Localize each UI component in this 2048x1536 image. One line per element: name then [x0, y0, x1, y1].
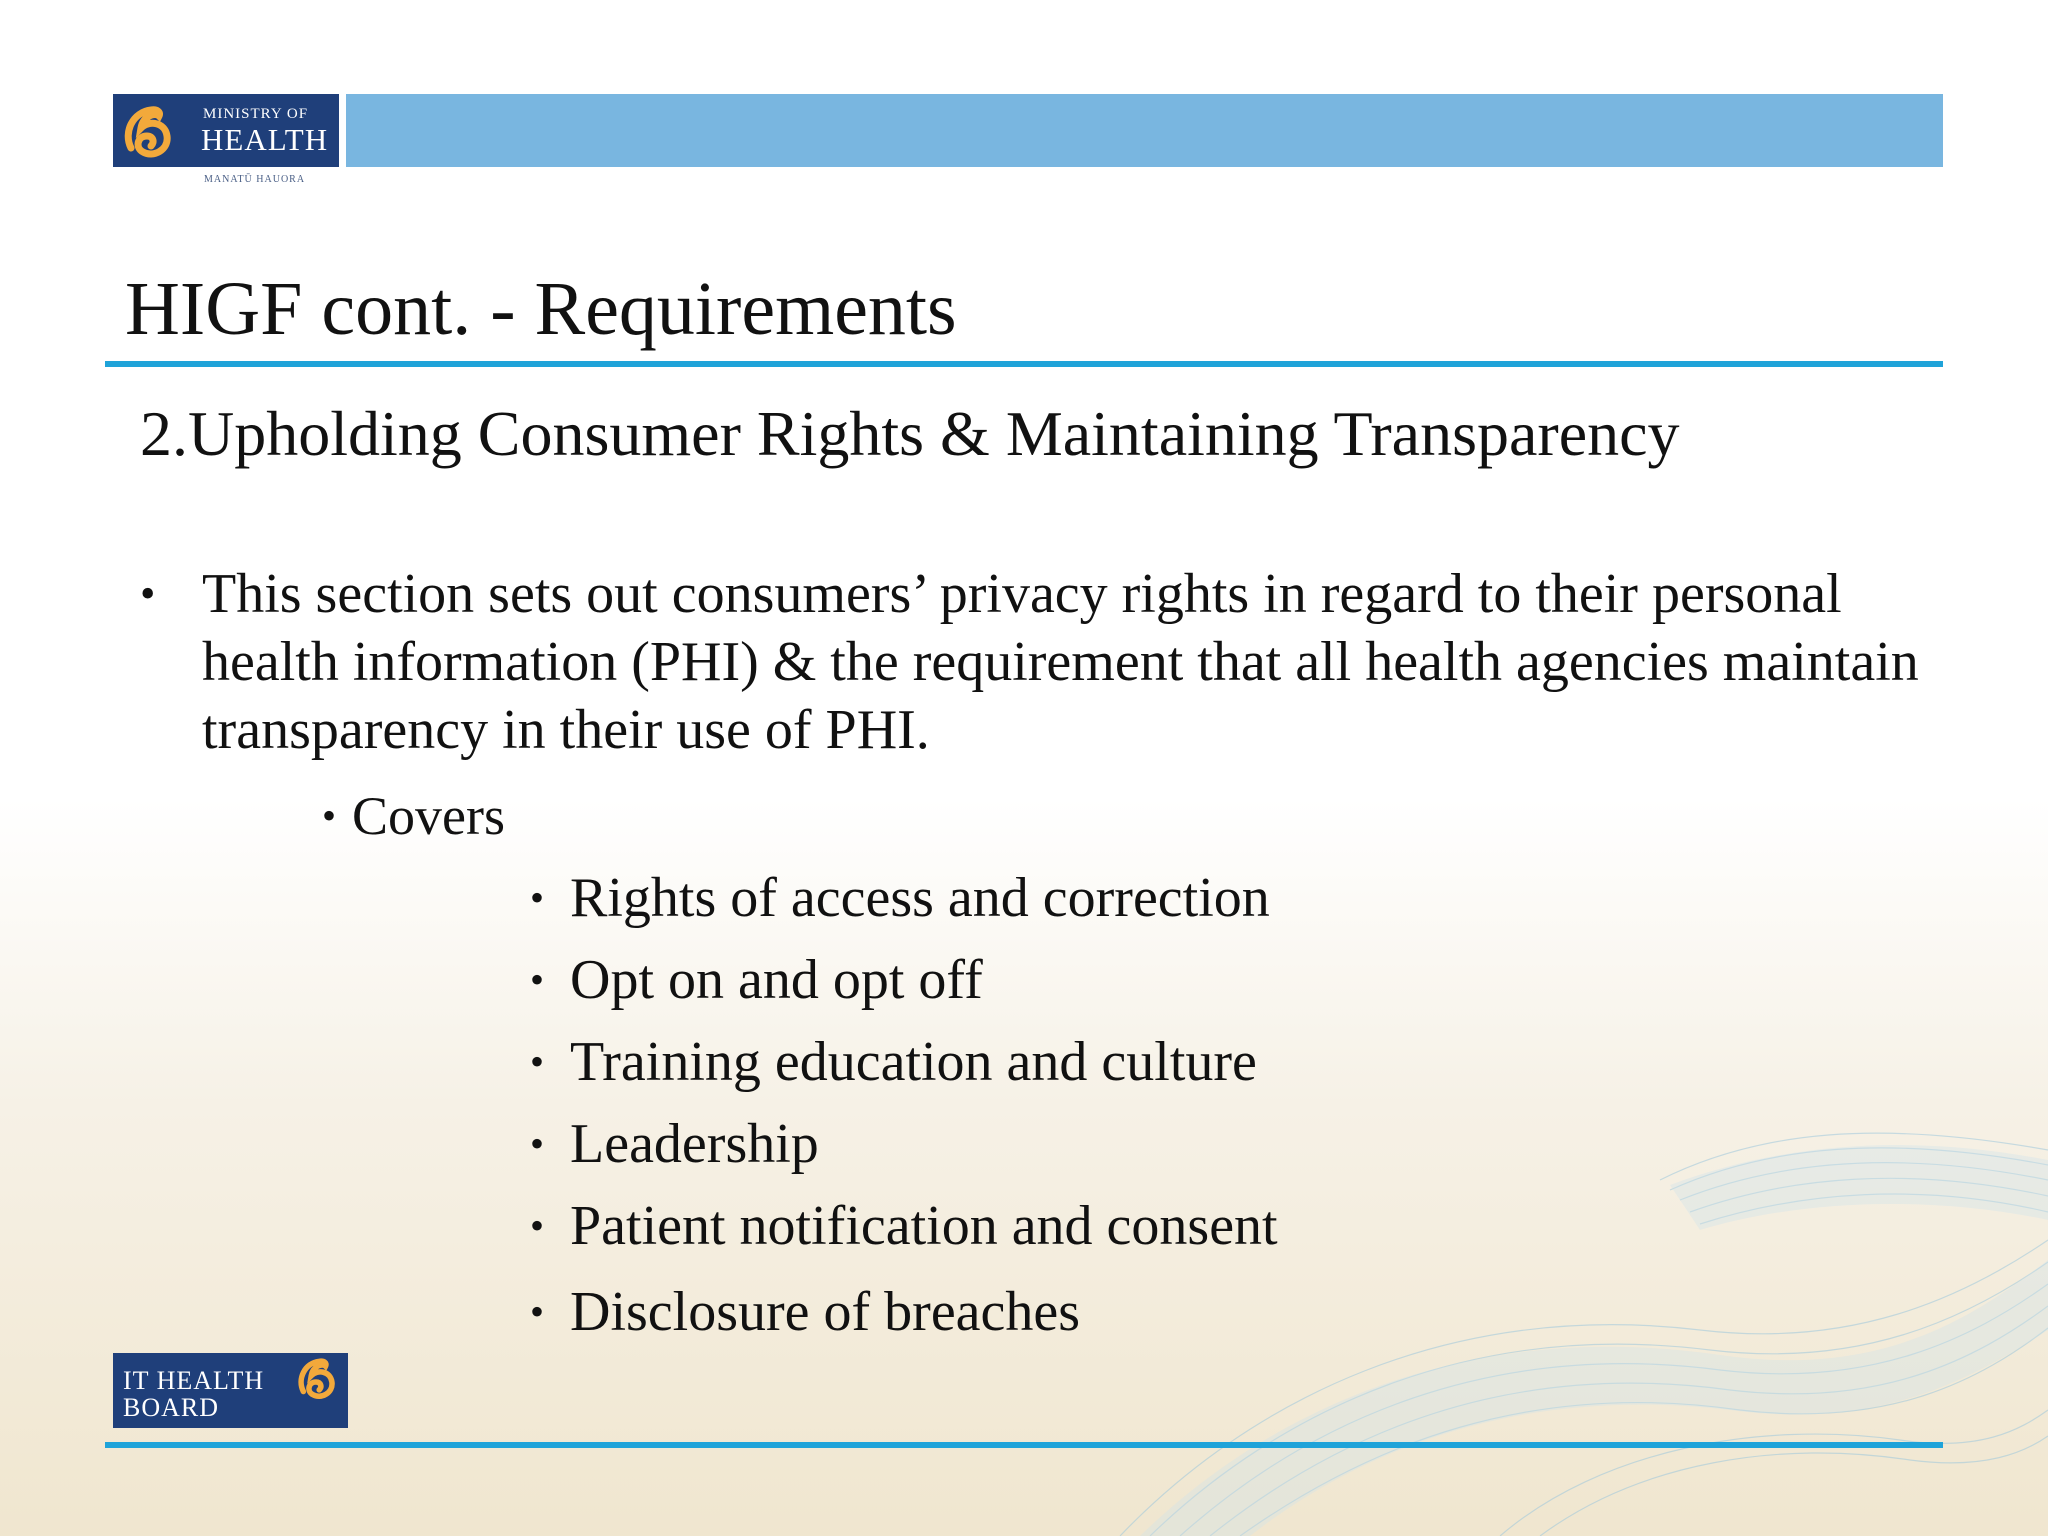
bullet-icon: •: [140, 569, 156, 618]
bullet-icon: •: [530, 1039, 545, 1084]
list-item-label: Opt on and opt off: [570, 949, 983, 1011]
list-item-label: Patient notification and consent: [570, 1195, 1278, 1257]
logo-board-text: BOARD: [123, 1393, 220, 1422]
koru-logo-icon: [121, 102, 183, 160]
list-item: [530, 1188, 1278, 1264]
list-item-label: Training education and culture: [570, 1031, 1257, 1093]
list-item: [530, 860, 1270, 936]
list-item: [530, 1024, 1257, 1100]
covers-bullet: [322, 780, 505, 852]
logo-ministry-of-text: MINISTRY OF: [203, 106, 309, 122]
it-health-board-logo: [113, 1353, 348, 1428]
header-bar: [346, 94, 1943, 167]
list-item: [530, 1274, 1080, 1350]
logo-health-text: HEALTH: [201, 122, 329, 157]
bullet-icon: •: [322, 793, 337, 838]
footer-divider: [105, 1442, 1943, 1448]
list-item: [530, 942, 983, 1018]
bullet-icon: •: [530, 1289, 545, 1334]
section-heading: 2.Upholding Consumer Rights & Maintaining Transparency: [140, 398, 1680, 469]
list-item-label: Rights of access and correction: [570, 867, 1270, 929]
covers-label: Covers: [352, 786, 505, 846]
title-divider: [105, 361, 1943, 367]
bullet-icon: •: [530, 1203, 545, 1248]
slide-title: HIGF cont. - Requirements: [125, 267, 957, 351]
bullet-icon: •: [530, 957, 545, 1002]
list-item-label: Disclosure of breaches: [570, 1281, 1081, 1343]
koru-logo-icon: [295, 1355, 345, 1401]
bullet-icon: •: [530, 875, 545, 920]
list-item: [530, 1106, 819, 1182]
intro-bullet-text: This section sets out consumers’ privacy rights in regard to their personal health information (PHI) & the requirement that all health agencies maintain transparency in their use of PHI.: [202, 563, 1919, 761]
logo-subtitle: MANATŪ HAUORA: [204, 174, 306, 185]
list-item-label: Leadership: [570, 1113, 819, 1175]
logo-it-health-text: IT HEALTH: [123, 1366, 265, 1395]
ministry-of-health-logo: [113, 94, 339, 167]
bullet-icon: •: [530, 1121, 545, 1166]
